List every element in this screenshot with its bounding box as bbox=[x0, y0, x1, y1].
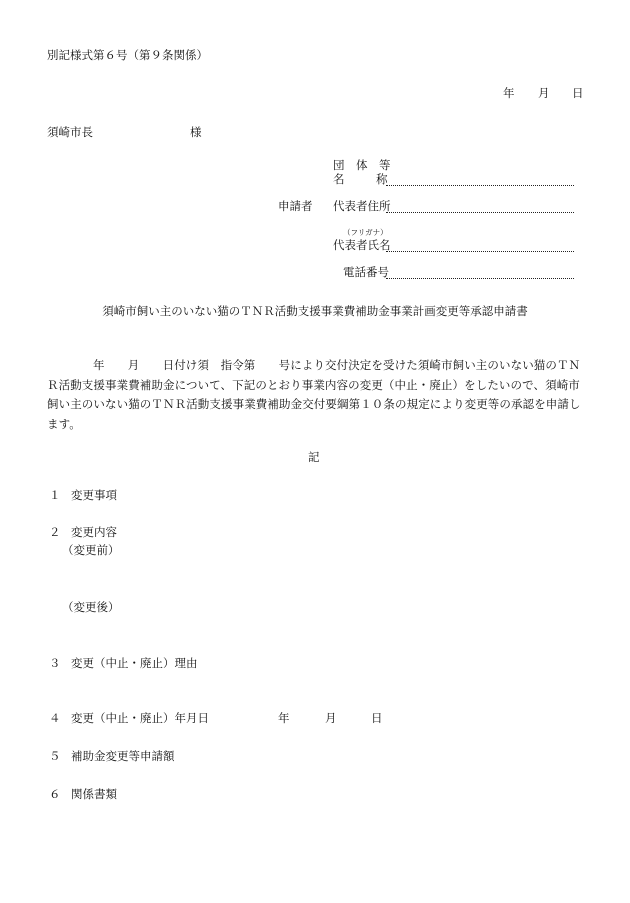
item-3-label: 変更（中止・廃止）理由 bbox=[71, 656, 198, 670]
applicant-label: 申請者 bbox=[278, 199, 313, 213]
item-6-label: 関係書類 bbox=[71, 787, 117, 801]
date-day: 日 bbox=[572, 86, 584, 100]
org-label-line2a: 名 bbox=[333, 172, 345, 186]
item-1-number: １ bbox=[49, 488, 61, 502]
furigana-label: （フリガナ） bbox=[343, 228, 388, 237]
phone-field[interactable] bbox=[386, 278, 574, 279]
ki-heading: 記 bbox=[308, 450, 320, 464]
date-year: 年 bbox=[503, 86, 515, 100]
rep-name-field[interactable] bbox=[386, 251, 574, 252]
rep-address-field[interactable] bbox=[386, 212, 574, 213]
item-5-number: ５ bbox=[49, 749, 61, 763]
rep-address-label: 代表者住所 bbox=[333, 199, 391, 213]
phone-label: 電話番号 bbox=[343, 265, 389, 279]
item-2-label: 変更内容 bbox=[71, 525, 117, 539]
org-label-line1: 団 体 等 bbox=[333, 158, 391, 172]
item-3-number: ３ bbox=[49, 656, 61, 670]
document-title: 須崎市飼い主のいない猫のＴＮＲ活動支援事業費補助金事業計画変更等承認申請書 bbox=[102, 304, 528, 318]
body-paragraph: 年 月 日付け須 指令第 号により交付決定を受けた須崎市飼い主のいない猫のＴＮＲ活動支援事業費補助金について、下記のとおり事業内容の変更（中止・廃止）をしたいので、須崎市飼い主のいない猫のＴＮＲ活動支援事業費補助金交付要綱第１０条の規定により変更等の承認を申請します。 bbox=[47, 358, 581, 431]
item-4-year: 年 bbox=[278, 711, 290, 725]
item-4-number: ４ bbox=[49, 711, 61, 725]
form-label: 別記様式第６号（第９条関係） bbox=[47, 48, 208, 62]
item-2-number: ２ bbox=[49, 525, 61, 539]
item-4-day: 日 bbox=[371, 711, 383, 725]
addressee-honorific: 様 bbox=[190, 125, 202, 139]
item-4-label: 変更（中止・廃止）年月日 bbox=[71, 711, 209, 725]
item-2-before: （変更前） bbox=[62, 543, 120, 557]
item-2-after: （変更後） bbox=[62, 600, 120, 614]
item-5-label: 補助金変更等申請額 bbox=[71, 749, 175, 763]
item-1-label: 変更事項 bbox=[71, 488, 117, 502]
org-name-field[interactable] bbox=[386, 185, 574, 186]
date-month: 月 bbox=[538, 86, 550, 100]
rep-name-label: 代表者氏名 bbox=[333, 238, 391, 252]
item-4-month: 月 bbox=[325, 711, 337, 725]
addressee-name: 須崎市長 bbox=[47, 125, 93, 139]
org-label-line2b: 称 bbox=[376, 172, 388, 186]
item-6-number: ６ bbox=[49, 787, 61, 801]
